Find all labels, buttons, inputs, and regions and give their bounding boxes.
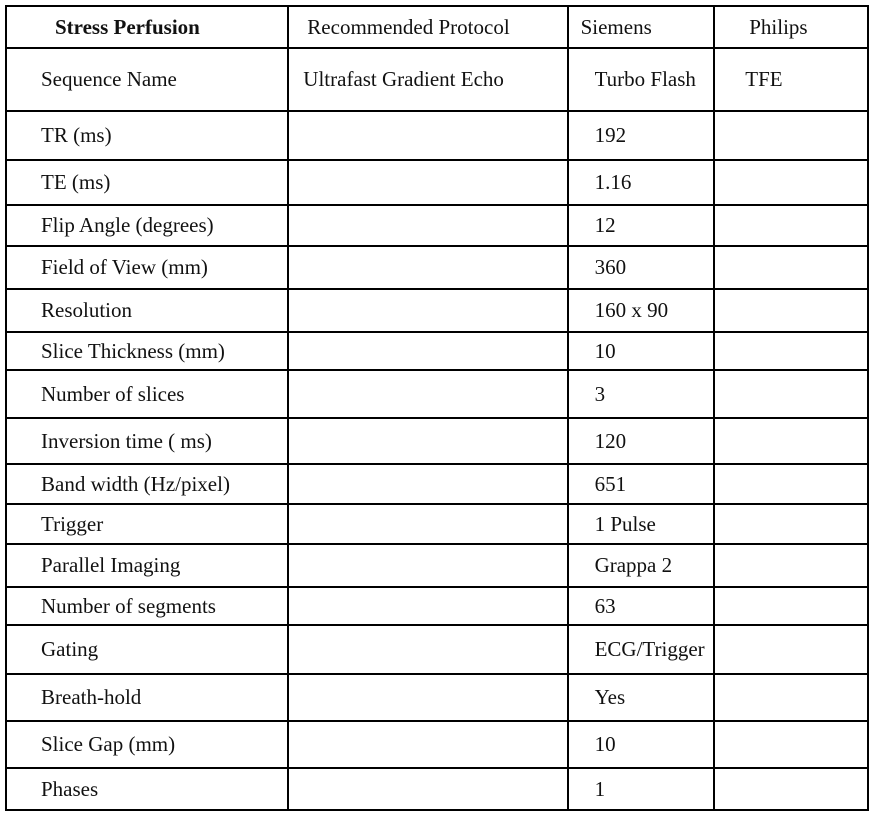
siemens-cell: Grappa 2 [568, 544, 715, 587]
philips-cell [714, 504, 868, 544]
siemens-cell: 192 [568, 111, 715, 160]
siemens-cell: 1.16 [568, 160, 715, 205]
recommended-cell [288, 504, 567, 544]
recommended-cell [288, 370, 567, 418]
param-cell: TE (ms) [6, 160, 288, 205]
siemens-cell: 10 [568, 721, 715, 768]
table-row [6, 418, 868, 464]
recommended-cell [288, 625, 567, 674]
philips-cell [714, 370, 868, 418]
param-cell: Phases [6, 768, 288, 810]
philips-cell [714, 674, 868, 721]
siemens-cell: 1 Pulse [568, 504, 715, 544]
table-row [6, 111, 868, 160]
param-cell: Trigger [6, 504, 288, 544]
table-row [6, 48, 868, 111]
siemens-cell: Turbo Flash [568, 48, 715, 111]
recommended-cell [288, 418, 567, 464]
recommended-cell [288, 246, 567, 289]
table-row [6, 768, 868, 810]
param-cell: Parallel Imaging [6, 544, 288, 587]
param-cell: Inversion time ( ms) [6, 418, 288, 464]
philips-cell [714, 464, 868, 504]
philips-cell [714, 721, 868, 768]
table-row [6, 289, 868, 332]
param-cell: Sequence Name [6, 48, 288, 111]
philips-cell [714, 205, 868, 246]
header-philips: Philips [714, 6, 868, 48]
table-row [6, 504, 868, 544]
philips-cell [714, 289, 868, 332]
param-cell: Number of segments [6, 587, 288, 625]
table-row [6, 721, 868, 768]
param-cell: Band width (Hz/pixel) [6, 464, 288, 504]
recommended-cell [288, 289, 567, 332]
philips-cell [714, 544, 868, 587]
philips-cell [714, 332, 868, 370]
recommended-cell [288, 544, 567, 587]
recommended-cell [288, 768, 567, 810]
siemens-cell: 1 [568, 768, 715, 810]
table-row [6, 625, 868, 674]
param-cell: Number of slices [6, 370, 288, 418]
recommended-cell [288, 205, 567, 246]
table-row [6, 332, 868, 370]
siemens-cell: 10 [568, 332, 715, 370]
siemens-cell: 63 [568, 587, 715, 625]
recommended-cell [288, 587, 567, 625]
philips-cell [714, 418, 868, 464]
philips-cell: TFE [714, 48, 868, 111]
philips-cell [714, 160, 868, 205]
recommended-cell [288, 721, 567, 768]
siemens-cell: 120 [568, 418, 715, 464]
param-cell: Field of View (mm) [6, 246, 288, 289]
philips-cell [714, 587, 868, 625]
philips-cell [714, 768, 868, 810]
recommended-cell [288, 674, 567, 721]
recommended-cell [288, 160, 567, 205]
siemens-cell: 651 [568, 464, 715, 504]
siemens-cell: 360 [568, 246, 715, 289]
philips-cell [714, 625, 868, 674]
protocol-table [5, 5, 869, 811]
param-cell: Gating [6, 625, 288, 674]
param-cell: Slice Gap (mm) [6, 721, 288, 768]
table-row [6, 587, 868, 625]
header-siemens: Siemens [568, 6, 715, 48]
recommended-cell [288, 111, 567, 160]
header-recommended-protocol: Recommended Protocol [288, 6, 567, 48]
header-row [6, 6, 868, 48]
header-stress-perfusion: Stress Perfusion [6, 6, 288, 48]
table-row [6, 246, 868, 289]
recommended-cell [288, 332, 567, 370]
param-cell: Flip Angle (degrees) [6, 205, 288, 246]
siemens-cell: 12 [568, 205, 715, 246]
philips-cell [714, 246, 868, 289]
siemens-cell: 3 [568, 370, 715, 418]
table-row [6, 674, 868, 721]
recommended-cell [288, 464, 567, 504]
param-cell: Breath-hold [6, 674, 288, 721]
table-row [6, 160, 868, 205]
philips-cell [714, 111, 868, 160]
siemens-cell: 160 x 90 [568, 289, 715, 332]
table-row [6, 544, 868, 587]
param-cell: TR (ms) [6, 111, 288, 160]
siemens-cell: ECG/Trigger [568, 625, 715, 674]
table-row [6, 205, 868, 246]
table-row [6, 370, 868, 418]
recommended-cell: Ultrafast Gradient Echo [288, 48, 567, 111]
param-cell: Slice Thickness (mm) [6, 332, 288, 370]
table-row [6, 464, 868, 504]
siemens-cell: Yes [568, 674, 715, 721]
param-cell: Resolution [6, 289, 288, 332]
